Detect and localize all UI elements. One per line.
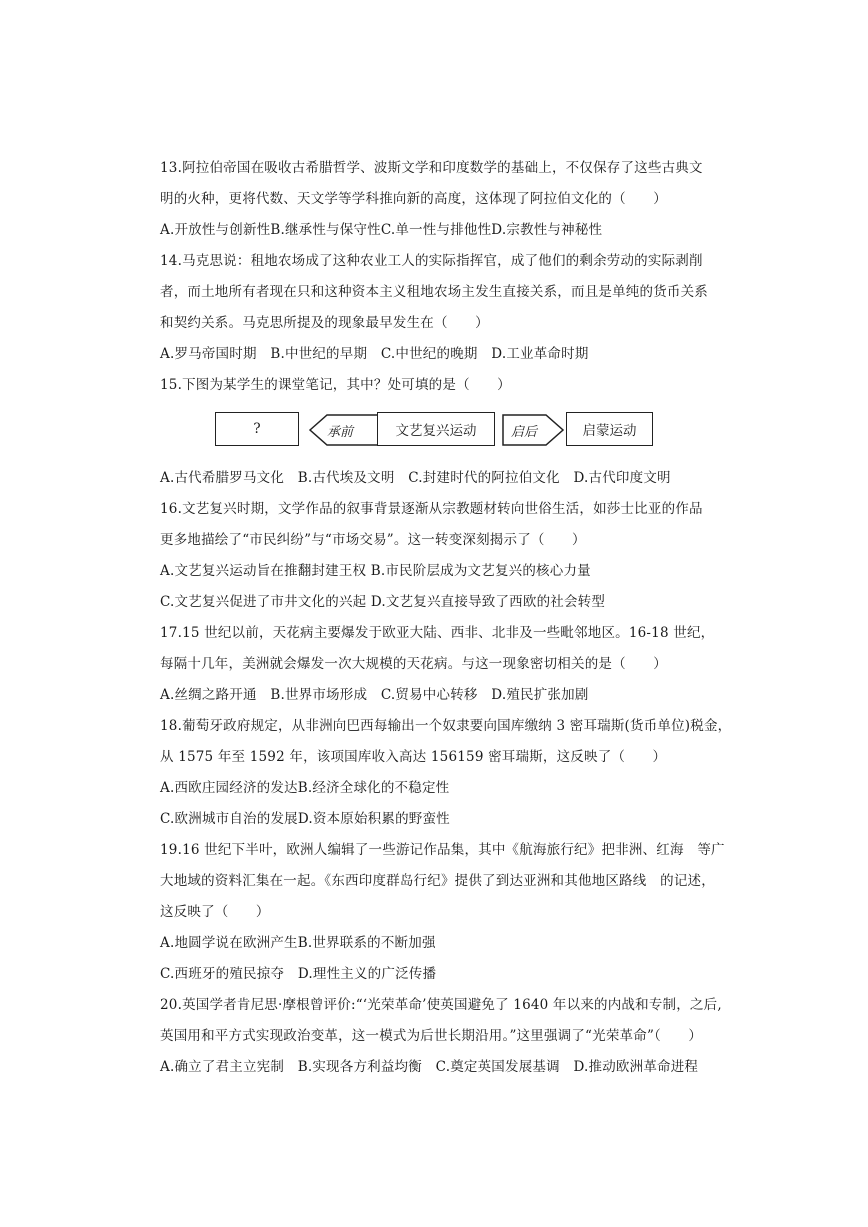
q16-options-cd: C.文艺复兴促进了市井文化的兴起 D.文艺复兴直接导致了西欧的社会转型: [160, 594, 606, 610]
q19-stem-line-1: 19.16 世纪下半叶，欧洲人编辑了一些游记作品集，其中《航海旅行纪》把非洲、红海 等广: [160, 842, 725, 858]
q18-options-ab: A.西欧庄园经济的发达B.经济全球化的不稳定性: [160, 780, 450, 796]
right-arrow-label: 启后: [511, 425, 538, 440]
q14-options: A.罗马帝国时期 B.中世纪的早期 C.中世纪的晚期 D.工业革命时期: [160, 346, 589, 362]
q17-stem-line-2: 每隔十几年，美洲就会爆发一次大规模的天花病。与这一现象密切相关的是（ ）: [160, 656, 667, 672]
left-arrow-label: 承前: [327, 425, 354, 440]
q20-stem-line-2: 英国用和平方式实现政治变革，这一模式为后世长期沿用。”这里强调了“光荣革命”（ ）: [160, 1028, 703, 1044]
q14-stem-line-1: 14.马克思说：租地农场成了这种农业工人的实际指挥官，成了他们的剩余劳动的实际剥削: [160, 253, 703, 269]
q20-stem-line-1: 20.英国学者肯尼思·摩根曾评价:“‘光荣革命’使英国避免了 1640 年以来的内战和专制，之后,: [160, 997, 722, 1013]
q14-stem-line-3: 和契约关系。马克思所提及的现象最早发生在（ ）: [160, 315, 489, 331]
q14-stem-line-2: 者，而土地所有者现在只和这种资本主义租地农场主发生直接关系，而且是单纯的货币关系: [160, 284, 708, 300]
q18-options-cd: C.欧洲城市自治的发展D.资本原始积累的野蛮性: [160, 811, 450, 827]
q16-options-ab: A.文艺复兴运动旨在推翻封建王权 B.市民阶层成为文艺复兴的核心力量: [160, 563, 591, 579]
q15-stem-line-1: 15.下图为某学生的课堂笔记，其中？处可填的是（ ）: [160, 377, 511, 393]
q17-options: A.丝绸之路开通 B.世界市场形成 C.贸易中心转移 D.殖民扩张加剧: [160, 687, 589, 703]
q19-options-ab: A.地圆学说在欧洲产生B.世界联系的不断加强: [160, 935, 436, 951]
q16-stem-line-2: 更多地描绘了“市民纠纷”与“市场交易”。这一转变深刻揭示了（ ）: [160, 532, 586, 548]
q18-stem-line-2: 从 1575 年至 1592 年，该项国库收入高达 156159 密耳瑞斯，这反映了（ ）: [160, 749, 667, 765]
renaissance-box: [377, 412, 495, 446]
enlightenment-box-label: 启蒙运动: [582, 423, 637, 439]
q13-stem-line-2: 明的火种，更将代数、天文学等学科推向新的高度，这体现了阿拉伯文化的（ ）: [160, 191, 667, 207]
unknown-box: [215, 412, 299, 446]
q20-options: A.确立了君主立宪制 B.实现各方利益均衡 C.奠定英国发展基调 D.推动欧洲革命进程: [160, 1059, 699, 1075]
q15-note-diagram: [215, 412, 655, 452]
q17-stem-line-1: 17.15 世纪以前，天花病主要爆发于欧亚大陆、西非、北非及一些毗邻地区。16-18 世纪，: [160, 625, 715, 641]
enlightenment-box: [566, 412, 653, 446]
q13-options: A.开放性与创新性B.继承性与保守性C.单一性与排他性D.宗教性与神秘性: [160, 222, 603, 238]
q19-stem-line-3: 这反映了（ ）: [160, 904, 270, 920]
q18-stem-line-1: 18.葡萄牙政府规定，从非洲向巴西每输出一个奴隶要向国库缴纳 3 密耳瑞斯(货币单位)税金，: [160, 718, 732, 734]
q19-options-cd: C.西班牙的殖民掠夺 D.理性主义的广泛传播: [160, 966, 437, 982]
q15-options: A.古代希腊罗马文化 B.古代埃及文明 C.封建时代的阿拉伯文化 D.古代印度文明: [160, 470, 671, 486]
q16-stem-line-1: 16.文艺复兴时期，文学作品的叙事背景逐渐从宗教题材转向世俗生活，如莎士比亚的作品: [160, 501, 703, 517]
q19-stem-line-2: 大地域的资料汇集在一起。《东西印度群岛行纪》提供了到达亚洲和其他地区路线 的记述，: [160, 873, 715, 889]
renaissance-box-label: 文艺复兴运动: [395, 423, 477, 439]
q13-stem-line-1: 13.阿拉伯帝国在吸收古希腊哲学、波斯文学和印度数学的基础上，不仅保存了这些古典文: [160, 160, 703, 176]
unknown-box-label: ?: [253, 421, 261, 437]
